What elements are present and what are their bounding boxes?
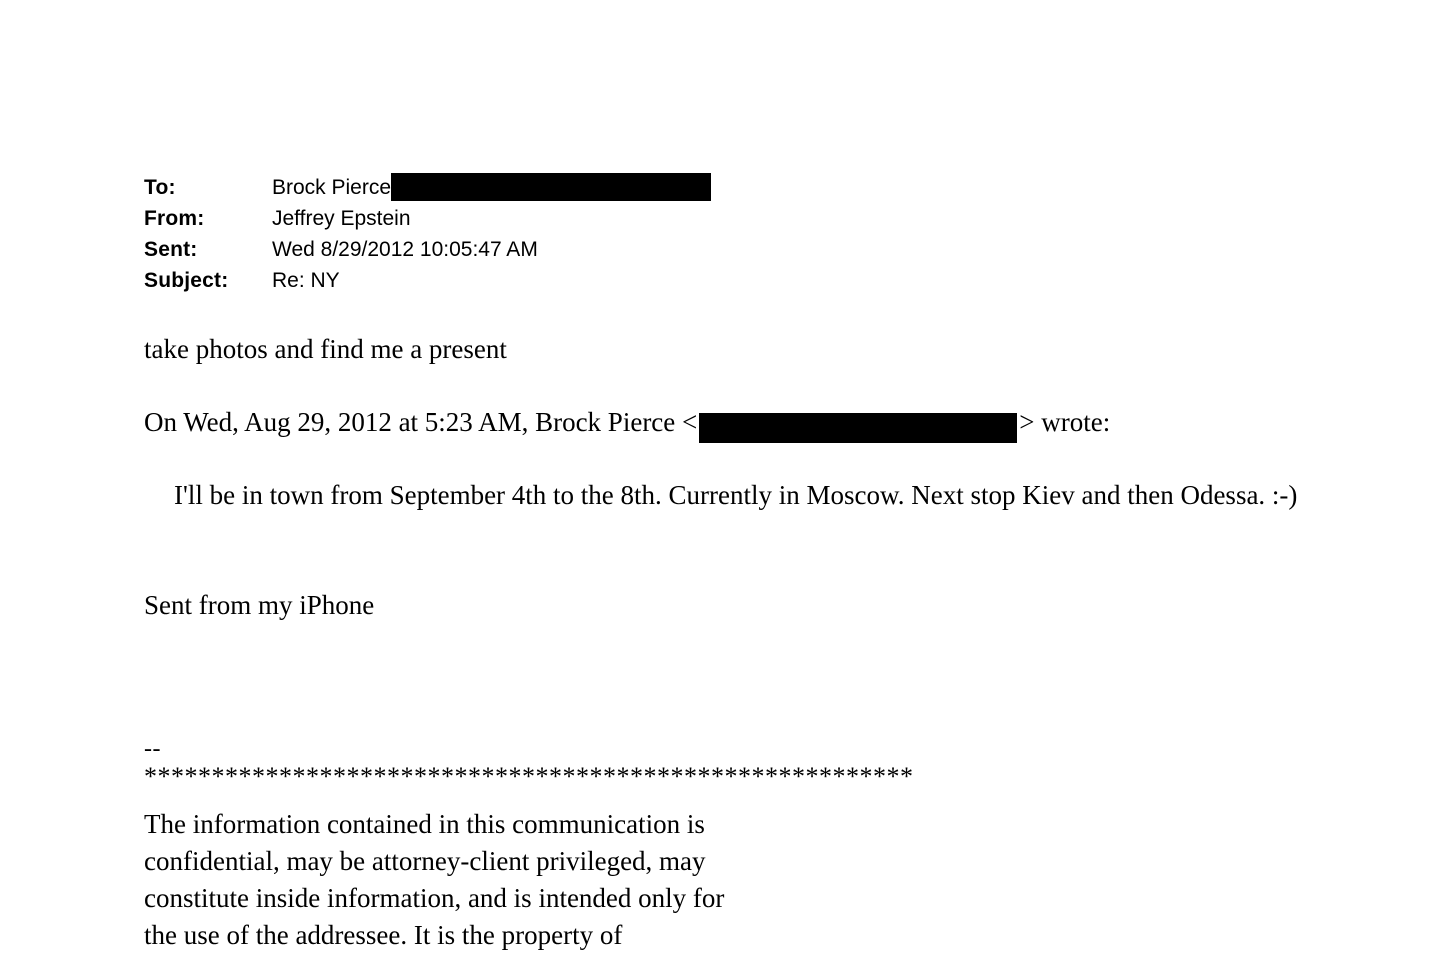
header-row-subject: [144, 265, 1244, 296]
header-label-subject: Subject:: [144, 269, 229, 292]
header-label-from: From:: [144, 207, 205, 230]
disclaimer-line: The information contained in this communication is: [144, 809, 705, 839]
header-value-subject: Re: NY: [272, 269, 340, 292]
message-body: take photos and find me a present: [144, 334, 507, 364]
email-header: [144, 172, 1244, 296]
recipient-name: Brock Pierce: [272, 176, 392, 199]
header-value-to: [272, 172, 711, 203]
header-row-from: [144, 203, 1244, 234]
quote-attribution-prefix: On Wed, Aug 29, 2012 at 5:23 AM, Brock Pierce <: [144, 407, 698, 437]
header-row-sent: [144, 234, 1244, 265]
signature-star-divider: *********************************************************: [144, 762, 914, 791]
disclaimer-line: the use of the addressee. It is the property of: [144, 920, 623, 950]
header-label-sent: Sent:: [144, 238, 198, 261]
header-value-from: Jeffrey Epstein: [272, 207, 411, 230]
header-row-to: [144, 172, 1244, 203]
header-value-sent: Wed 8/29/2012 10:05:47 AM: [272, 238, 538, 261]
redaction-bar-recipient-email: [391, 173, 711, 201]
sent-from-line: Sent from my iPhone: [144, 590, 375, 620]
quote-attribution: [144, 403, 1384, 441]
signature-dashes: --: [144, 736, 161, 762]
quote-attribution-suffix: > wrote:: [1019, 407, 1111, 437]
disclaimer-line: confidential, may be attorney-client privileged, may: [144, 846, 706, 876]
redaction-bar-sender-email: [699, 413, 1017, 443]
header-label-to: To:: [144, 176, 176, 199]
disclaimer-line: constitute inside information, and is intended only for: [144, 883, 725, 913]
quoted-message: I'll be in town from September 4th to the 8th. Currently in Moscow. Next stop Kiev and then Odessa. :-): [174, 480, 1298, 510]
confidentiality-disclaimer: [144, 806, 864, 954]
